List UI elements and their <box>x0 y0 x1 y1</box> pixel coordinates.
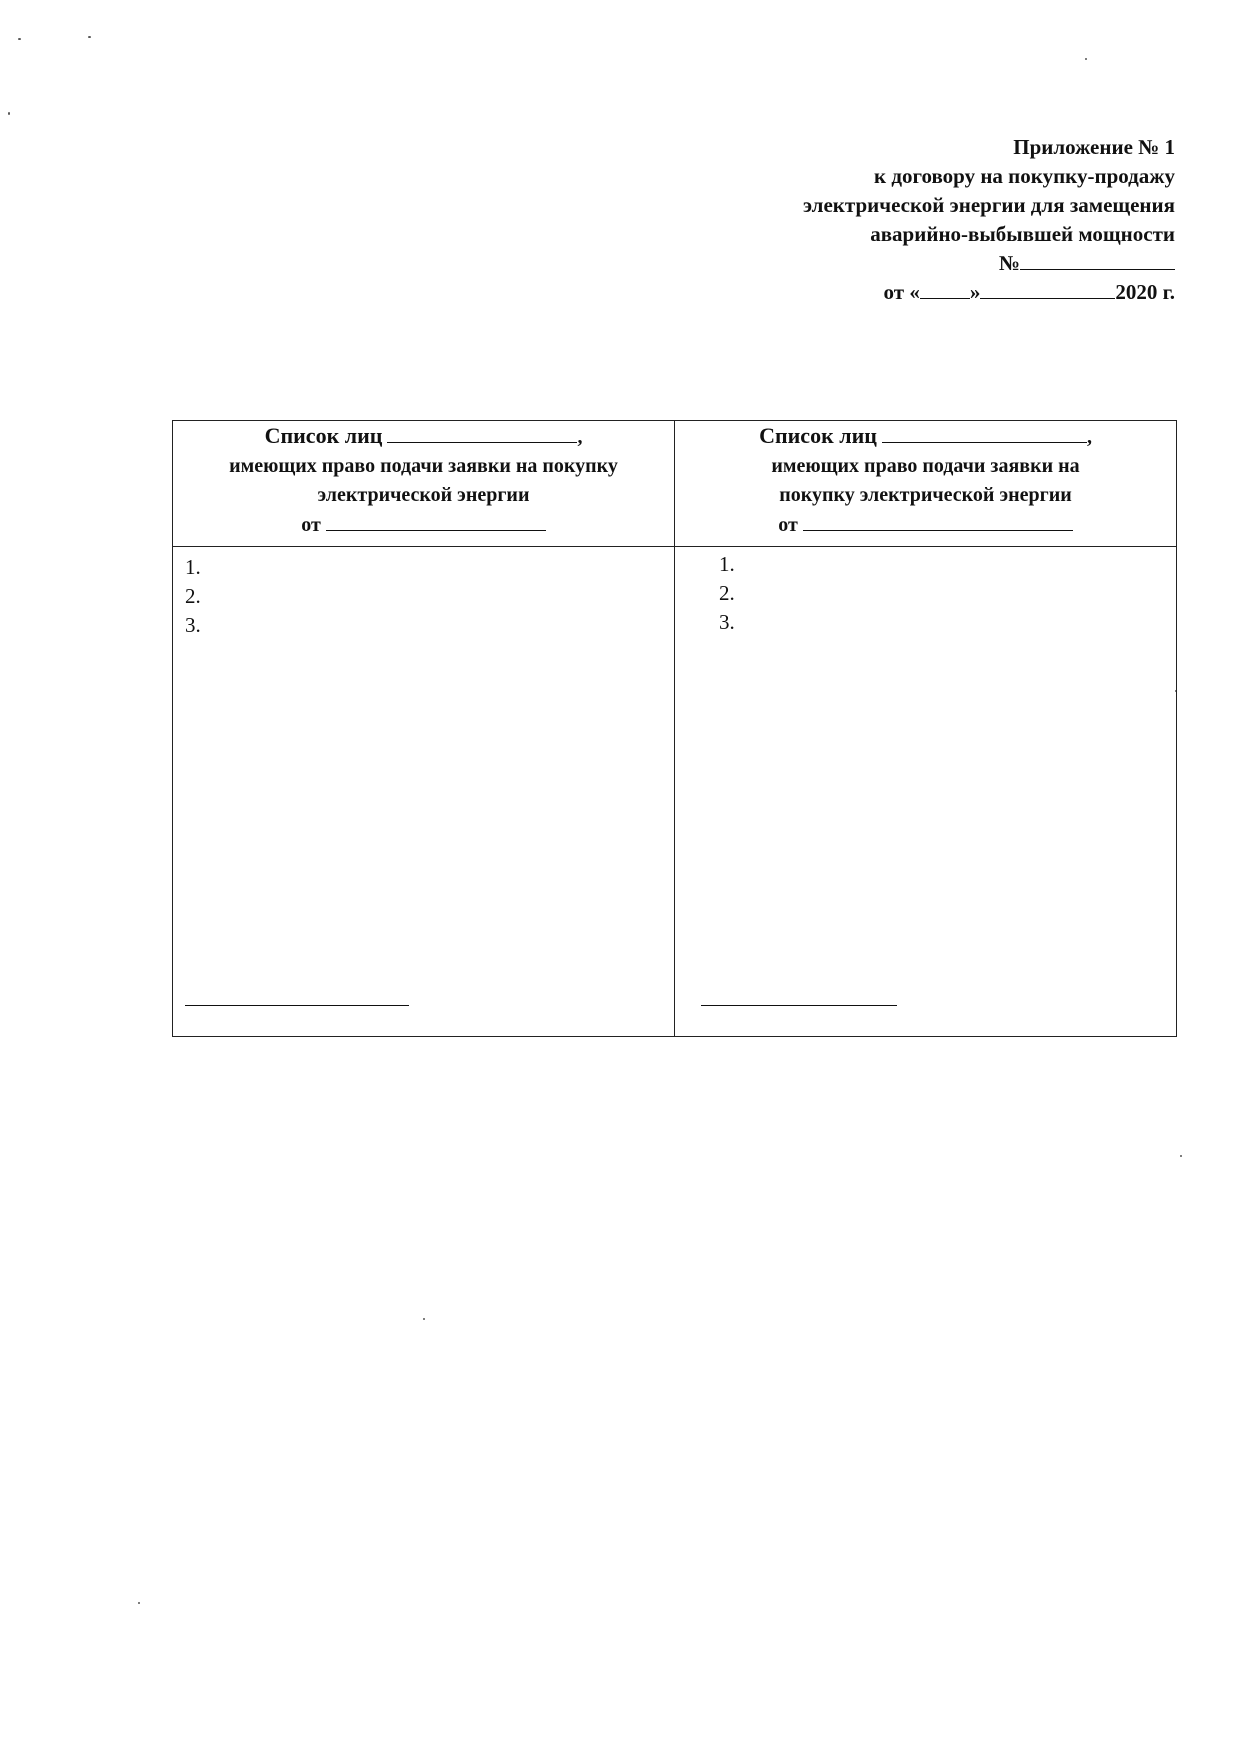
left-subtitle: имеющих право подачи заявки на покупку <box>229 455 618 477</box>
list-item: 2. <box>719 581 735 605</box>
right-from-line <box>675 510 1176 540</box>
right-subtitle: имеющих право подачи заявки на <box>771 455 1080 477</box>
authorized-persons-table <box>172 420 1177 1037</box>
scan-speck <box>138 1602 140 1604</box>
number-sign: № <box>998 251 1020 275</box>
right-list-cell <box>675 547 1177 1037</box>
date-month-field <box>980 278 1115 299</box>
right-title-line <box>675 421 1176 452</box>
list-item: 1. <box>185 555 201 579</box>
contract-reference: к договору на покупку-продажу <box>874 164 1175 188</box>
right-comma: , <box>1086 426 1092 448</box>
scan-speck <box>423 1318 425 1320</box>
list-item: 1. <box>719 552 735 576</box>
left-from-label: от <box>301 514 321 536</box>
left-comma: , <box>577 426 583 448</box>
appendix-title: Приложение № 1 <box>1013 135 1175 159</box>
list-item: 2. <box>185 584 201 608</box>
left-person-list <box>173 547 674 640</box>
table-header-row <box>173 421 1177 547</box>
appendix-header <box>803 133 1175 307</box>
left-column-header <box>173 421 675 547</box>
date-year: 2020 г. <box>1115 280 1175 304</box>
left-from-field <box>326 510 546 531</box>
right-person-list <box>675 547 1176 637</box>
scan-speck <box>88 36 91 38</box>
date-quote-close: » <box>969 280 981 304</box>
contract-subject-cont: аварийно-выбывшей мощности <box>870 222 1175 246</box>
scan-speck <box>8 112 10 115</box>
date-day-field <box>920 278 970 299</box>
contract-subject: электрической энергии для замещения <box>802 193 1175 217</box>
left-title: Список лиц <box>264 423 383 448</box>
left-list-cell <box>173 547 675 1037</box>
scan-speck <box>1085 58 1087 60</box>
right-from-field <box>803 510 1073 531</box>
right-subtitle-cont: покупку электрической энергии <box>779 484 1072 506</box>
list-item: 3. <box>719 610 735 634</box>
contract-number-row <box>803 249 1175 278</box>
right-from-label: от <box>778 514 798 536</box>
right-title: Список лиц <box>759 423 877 448</box>
right-company-field <box>882 422 1087 443</box>
right-signature-line <box>701 1004 897 1006</box>
left-signature-line <box>185 1004 409 1006</box>
contract-number-field <box>1020 249 1175 270</box>
left-title-line <box>173 421 674 452</box>
left-subtitle-cont: электрической энергии <box>317 484 530 506</box>
left-from-line <box>173 510 674 540</box>
left-company-field <box>387 422 577 443</box>
scan-speck <box>18 38 21 40</box>
scan-speck <box>1180 1155 1182 1157</box>
table-body-row <box>173 547 1177 1037</box>
right-column-header <box>675 421 1177 547</box>
contract-date-row <box>803 278 1175 307</box>
date-prefix: от « <box>883 280 920 304</box>
list-item: 3. <box>185 613 201 637</box>
